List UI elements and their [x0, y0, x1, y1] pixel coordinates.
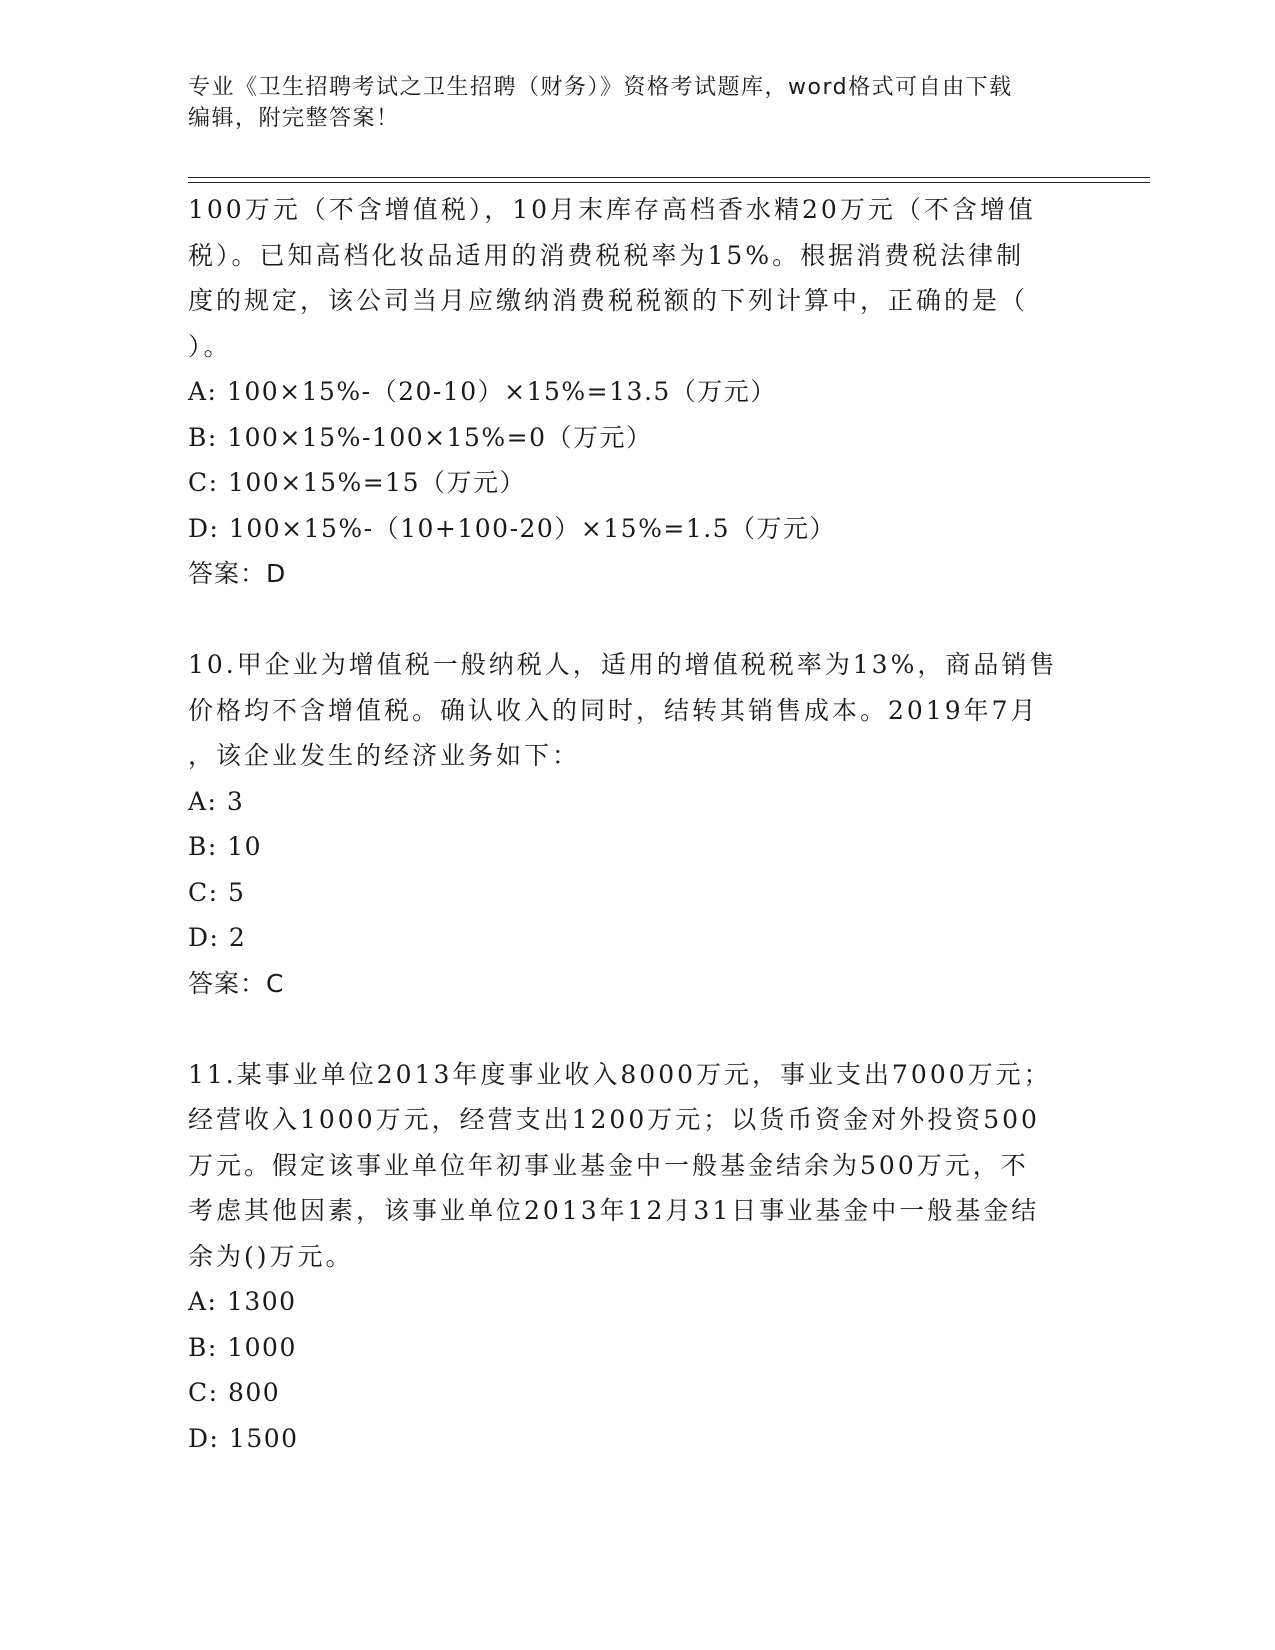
option-b: B: 1000: [188, 1332, 297, 1362]
question-text-line: 10.甲企业为增值税一般纳税人，适用的增值税税率为13%，商品销售: [188, 650, 1058, 679]
spacer: [188, 597, 1078, 643]
option-c: C: 5: [188, 877, 246, 907]
option-d: D: 100×15%-（10+100-20）×15%=1.5（万元）: [188, 513, 837, 543]
question-text-line: 11.某事业单位2013年度事业收入8000万元，事业支出7000万元；: [188, 1059, 1052, 1089]
question-9: [188, 187, 1078, 597]
question-11: [188, 1052, 1078, 1462]
header-divider-bottom: [188, 182, 1150, 183]
question-text-line: 考虑其他因素，该事业单位2013年12月31日事业基金中一般基金结: [188, 1196, 1040, 1225]
header-divider-top: [188, 177, 1150, 178]
option-d: D: 2: [188, 923, 247, 952]
option-a: A: 3: [188, 786, 245, 816]
question-content: [188, 187, 1078, 1461]
answer-label: 答案：D: [188, 559, 287, 588]
option-d: D: 1500: [188, 1423, 299, 1453]
question-text-line: 价格均不含增值税。确认收入的同时，结转其销售成本。2019年7月: [188, 695, 1039, 725]
spacer: [188, 1006, 1078, 1052]
question-text-line: 万元。假定该事业单位年初事业基金中一般基金结余为500万元，不: [188, 1150, 1029, 1180]
question-text-line: 经营收入1000万元，经营支出1200万元；以货币资金对外投资500: [188, 1105, 1040, 1134]
header-line-1: 专业《卫生招聘考试之卫生招聘（财务）》资格考试题库，word格式可自由下载: [188, 75, 1013, 100]
option-a: A: 1300: [188, 1287, 297, 1316]
question-text-line: ）。: [188, 331, 232, 361]
option-a: A: 100×15%-（20-10）×15%=13.5（万元）: [188, 377, 777, 406]
question-10: [188, 642, 1078, 1006]
question-text-line: ，该企业发生的经济业务如下：: [188, 741, 581, 770]
answer-label: 答案：C: [188, 968, 285, 998]
option-b: B: 10: [188, 832, 263, 861]
question-text-line: 税）。已知高档化妆品适用的消费税税率为15%。根据消费税法律制: [188, 240, 1025, 270]
option-b: B: 100×15%-100×15%=0（万元）: [188, 422, 653, 452]
question-text-line: 余为()万元。: [188, 1241, 354, 1271]
header-line-2: 编辑，附完整答案！: [188, 106, 400, 131]
option-c: C: 800: [188, 1378, 281, 1407]
page-header: [188, 72, 1068, 134]
question-text-line: 度的规定，该公司当月应缴纳消费税税额的下列计算中，正确的是（: [188, 286, 1029, 315]
option-c: C: 100×15%=15（万元）: [188, 468, 526, 497]
question-text-line: 100万元（不含增值税），10月末库存高档香水精20万元（不含增值: [188, 195, 1036, 224]
